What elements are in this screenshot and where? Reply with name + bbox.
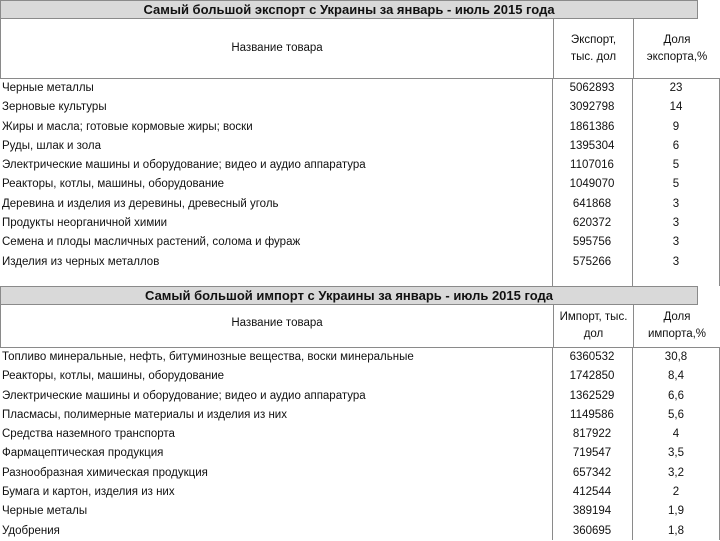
table-row [0, 522, 720, 541]
table-row [0, 214, 720, 233]
row-value: 1362529 [569, 389, 615, 402]
table-row [0, 367, 720, 386]
row-value: 1395304 [569, 139, 615, 152]
table-row [0, 406, 720, 425]
row-value: 5062893 [569, 82, 615, 94]
row-value: 389194 [572, 505, 612, 518]
row-share: 1,8 [668, 524, 684, 537]
row-value: 817922 [572, 428, 612, 441]
export-rows [0, 79, 720, 272]
row-name: Деревина и изделия из деревины, древесный уголь [2, 197, 279, 210]
export-header-value: Экспорт, тыс. дол [553, 19, 633, 78]
row-name: Разнообразная химическая продукция [2, 466, 208, 479]
export-col-divider-1 [552, 79, 553, 286]
row-share: 9 [672, 120, 680, 133]
import-col-divider-1 [552, 348, 553, 540]
table-row [0, 483, 720, 502]
export-header-name: Название товара [231, 42, 323, 54]
row-share: 2 [672, 486, 680, 499]
row-name: Реакторы, котлы, машины, оборудование [2, 178, 225, 191]
table-row [0, 195, 720, 214]
row-value: 1861386 [569, 120, 615, 133]
row-name: Топливо минеральные, нефть, битуминозные вещества, воски минеральные [2, 351, 414, 363]
table-row [0, 175, 720, 194]
table-row [0, 233, 720, 252]
import-col-divider-2 [632, 348, 633, 540]
row-name: Семена и плоды масличных растений, солома и фураж [2, 236, 301, 249]
table-row [0, 98, 720, 117]
table-row [0, 387, 720, 406]
table-row [0, 348, 720, 367]
row-name: Черные металлы [2, 82, 94, 94]
row-name: Фармацептическая продукция [2, 447, 164, 460]
row-value: 3092798 [569, 101, 615, 114]
row-value: 620372 [572, 217, 612, 230]
row-share: 3 [672, 255, 680, 268]
row-share: 23 [669, 82, 683, 94]
table-row [0, 253, 720, 272]
row-value: 719547 [572, 447, 612, 460]
row-value: 657342 [572, 466, 612, 479]
row-share: 6 [672, 139, 680, 152]
row-share: 3,5 [668, 447, 684, 460]
row-name: Средства наземного транспорта [2, 428, 175, 441]
row-value: 595756 [572, 236, 612, 249]
row-name: Электрические машины и оборудование; видео и аудио аппаратура [2, 389, 366, 402]
row-share: 8,4 [668, 370, 684, 383]
row-share: 30,8 [664, 351, 688, 363]
row-share: 6,6 [668, 389, 684, 402]
import-header-name: Название товара [231, 317, 323, 329]
row-value: 1742850 [569, 370, 615, 383]
row-share: 3 [672, 197, 680, 210]
export-table-title: Самый большой экспорт с Украины за январь - июль 2015 года [0, 0, 698, 19]
import-header-value: Импорт, тыс. дол [553, 305, 633, 347]
row-value: 360695 [572, 524, 612, 537]
row-share: 3 [672, 217, 680, 230]
row-value: 1107016 [570, 159, 614, 172]
row-name: Удобрения [2, 524, 60, 537]
row-share: 3,2 [668, 466, 684, 479]
row-share: 5 [672, 178, 680, 191]
row-value: 6360532 [569, 351, 615, 363]
row-share: 5,6 [668, 408, 684, 421]
row-share: 3 [672, 236, 680, 249]
row-name: Изделия из черных металлов [2, 255, 160, 268]
import-rows [0, 348, 720, 541]
table-row [0, 444, 720, 463]
row-share: 1,9 [668, 505, 684, 518]
row-value: 1049070 [569, 178, 615, 191]
table-row [0, 502, 720, 521]
row-share: 5 [672, 159, 680, 172]
row-value: 1149586 [570, 408, 614, 421]
row-name: Пласмасы, полимерные материалы и изделия из них [2, 408, 287, 421]
row-name: Руды, шлак и зола [2, 139, 101, 152]
row-name: Бумага и картон, изделия из них [2, 486, 175, 499]
row-name: Черные металы [2, 505, 88, 518]
export-header-row [0, 19, 720, 79]
row-name: Продукты неорганичной химии [2, 217, 168, 230]
row-value: 575266 [572, 255, 612, 268]
row-name: Электрические машины и оборудование; видео и аудио аппаратура [2, 159, 366, 172]
row-name: Реакторы, котлы, машины, оборудование [2, 370, 225, 383]
row-value: 412544 [572, 486, 612, 499]
table-row [0, 137, 720, 156]
table-row [0, 464, 720, 483]
table-row [0, 118, 720, 137]
row-share: 4 [672, 428, 680, 441]
row-share: 14 [669, 101, 683, 114]
import-header-row [0, 305, 720, 348]
table-row [0, 156, 720, 175]
table-row [0, 79, 720, 98]
row-name: Жиры и масла; готовые кормовые жиры; воски [2, 120, 253, 133]
table-row [0, 425, 720, 444]
import-table-title: Самый большой импорт с Украины за январь - июль 2015 года [0, 286, 698, 305]
import-header-share: Доля импорта,% [633, 305, 720, 347]
export-col-divider-2 [632, 79, 633, 286]
row-value: 641868 [572, 197, 612, 210]
export-header-share: Доля экспорта,% [633, 19, 720, 78]
row-name: Зерновые культуры [2, 101, 107, 114]
